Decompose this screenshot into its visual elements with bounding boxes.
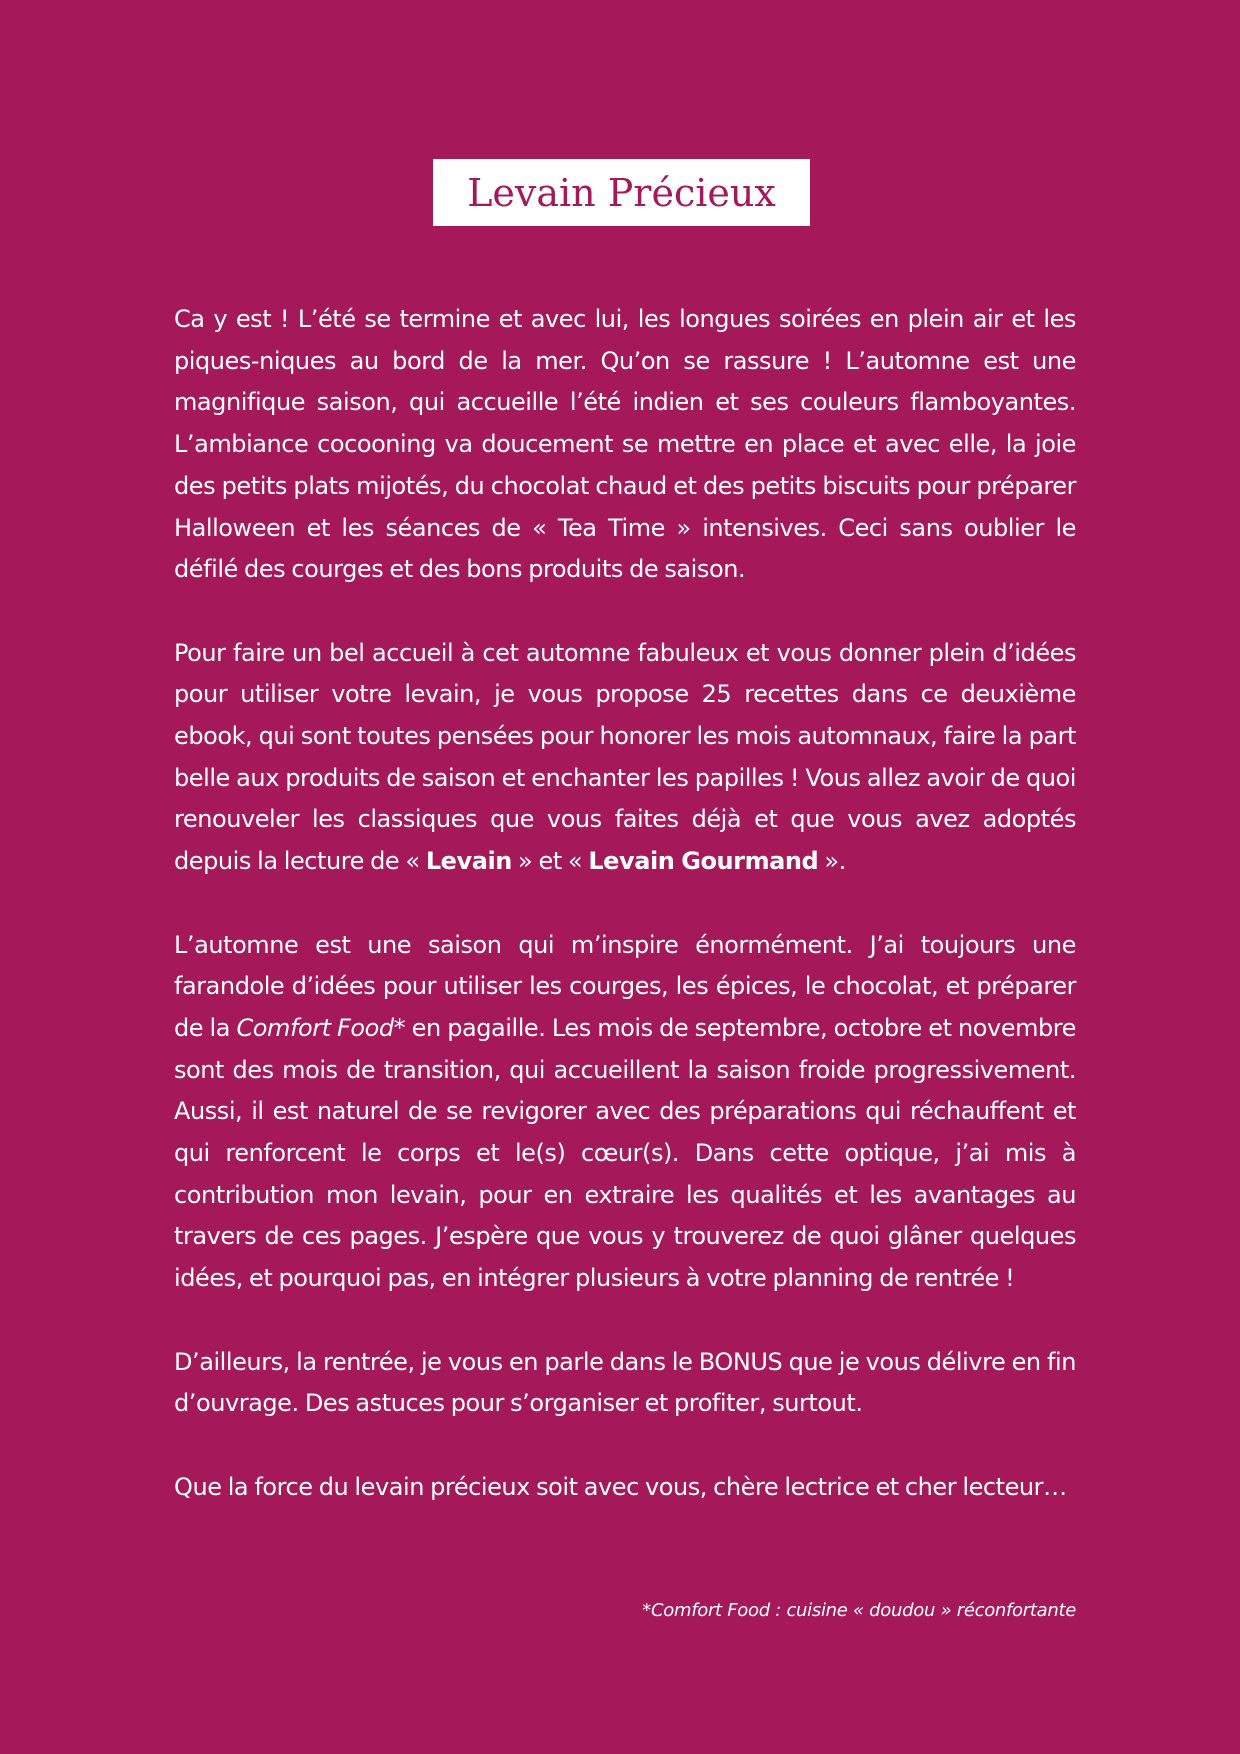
paragraph-ebook	[174, 633, 1076, 883]
paragraph-closing: Que la force du levain précieux soit avec vous, chère lectrice et cher lecteur…	[174, 1472, 1067, 1501]
paragraph-ebook-end: ».	[818, 847, 846, 876]
comfort-food-term: Comfort Food*	[236, 1013, 406, 1042]
book-title-levain-gourmand: Levain Gourmand	[588, 847, 819, 876]
footnote: *Comfort Food : cuisine « doudou » réconfortante	[642, 1600, 1076, 1621]
title-box	[433, 159, 810, 226]
paragraph-bonus: D’ailleurs, la rentrée, je vous en parle dans le BONUS que je vous délivre en fin d’ouvrage. Des astuces pour s’organiser et profiter, surtout.	[174, 1347, 1076, 1418]
paragraph-autumn-rest: en pagaille. Les mois de septembre, octobre et novembre sont des mois de transition, qui accueillent la saison froide progressivement. Aussi, il est naturel de se revigorer avec des préparations qui réchauffent et qui renforcent le corps et le(s) cœur(s). Dans cette optique, j’ai mis à contribution mon levain, pour en extraire les qualités et les avantages au travers de ces pages. J’espère que vous y trouverez de quoi glâner quelques idées, et pourquoi pas, en intégrer plusieurs à votre planning de rentrée !	[174, 1013, 1076, 1293]
paragraph-autumn	[174, 925, 1076, 1300]
book-title-levain: Levain	[425, 847, 512, 876]
paragraph-autumn-text: L’automne est une saison qui m’inspire énormément. J’ai toujours une farandole d’idées pour utiliser les courges, les épices, le chocolat, et préparer de la	[174, 930, 1076, 1042]
paragraph-ebook-joiner: » et «	[511, 847, 589, 876]
page-title: Levain Précieux	[467, 170, 776, 215]
paragraph-ebook-text: Pour faire un bel accueil à cet automne fabuleux et vous donner plein d’idées pour utiliser votre levain, je vous propose 25 recettes dans ce deuxième ebook, qui sont toutes pensées pour honorer les mois automnaux, faire la part belle aux produits de saison et enchanter les papilles ! Vous allez avoir de quoi renouveler les classiques que vous faites déjà et que vous avez adoptés depuis la lecture de «	[174, 638, 1076, 876]
paragraph-intro: Ca y est ! L’été se termine et avec lui, les longues soirées en plein air et les piques-niques au bord de la mer. Qu’on se rassure ! L’automne est une magnifique saison, qui accueille l’été indien et ses couleurs flamboyantes. L’ambiance cocooning va doucement se mettre en place et avec elle, la joie des petits plats mijotés, du chocolat chaud et des petits biscuits pour préparer Halloween et les séances de « Tea Time » intensives. Ceci sans oublier le défilé des courges et des bons produits de saison.	[174, 305, 1076, 584]
body-text	[174, 299, 1076, 1550]
